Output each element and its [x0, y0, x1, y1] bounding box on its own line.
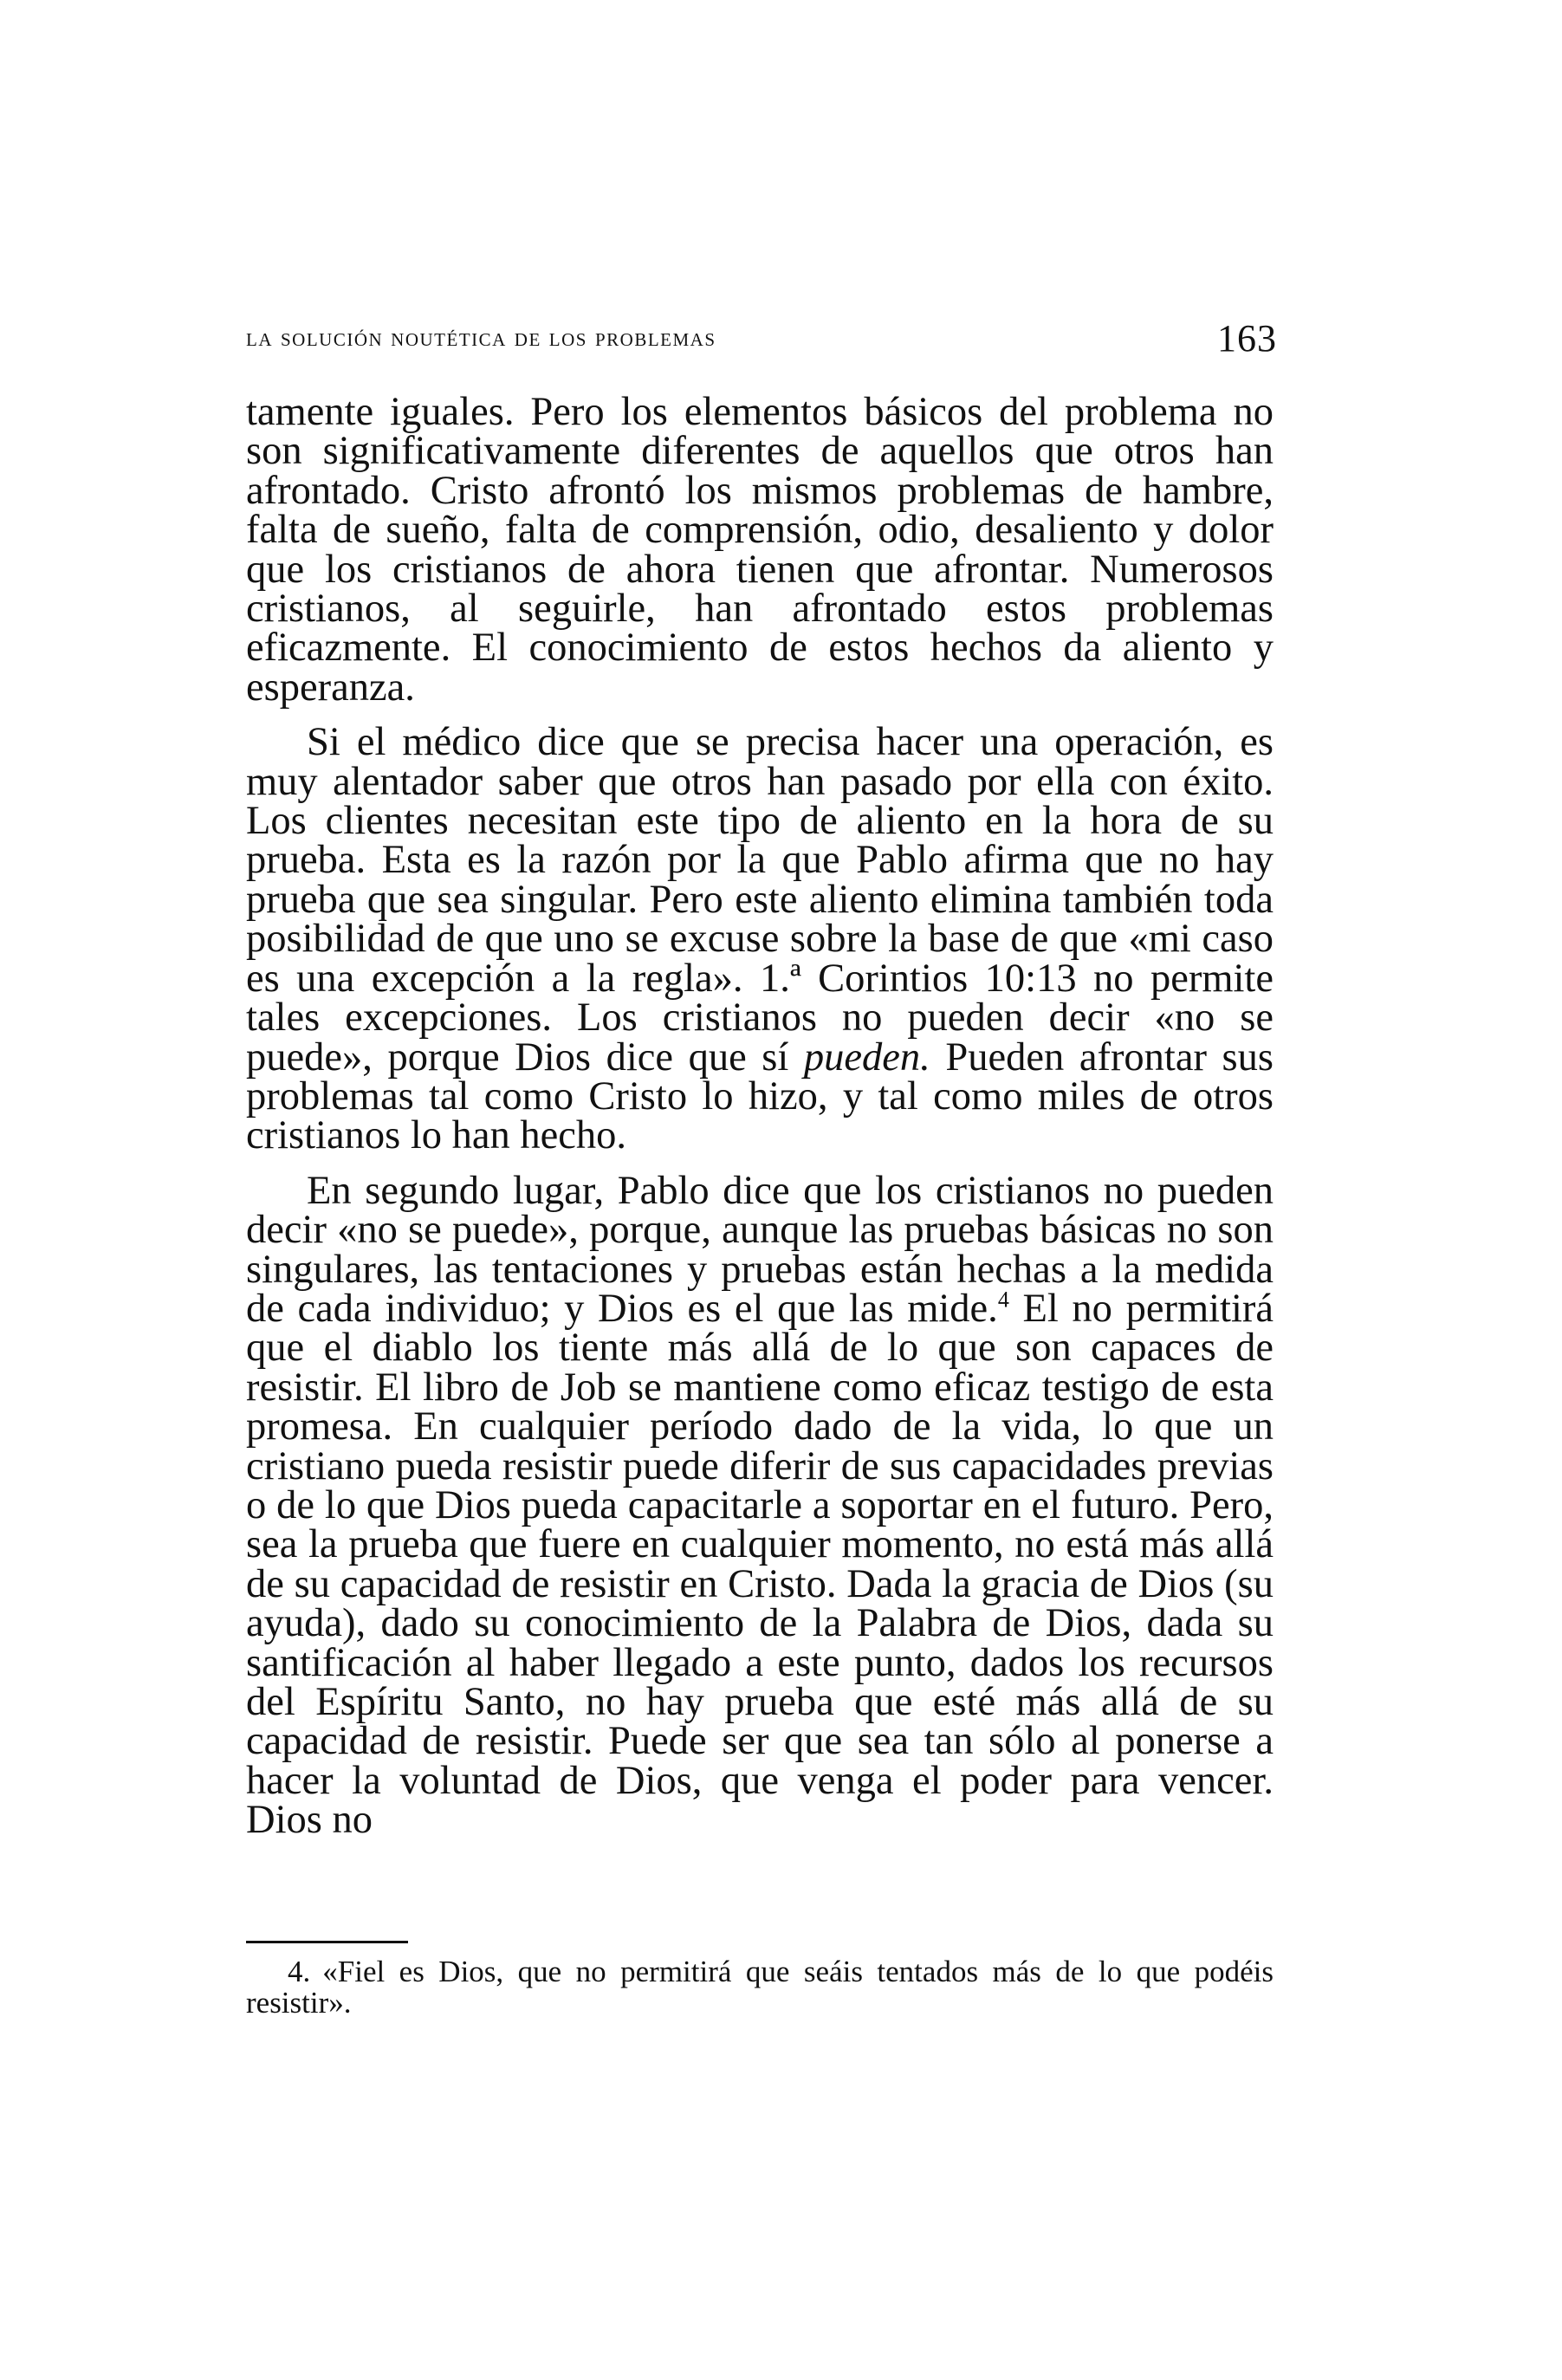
footnote-divider	[246, 1941, 408, 1943]
footnote-number: 4.	[288, 1955, 311, 1988]
paragraph-2	[246, 720, 1274, 1158]
running-head	[246, 316, 1277, 368]
paragraph-1-text: tamente iguales. Pero los elementos básicos del problema no son significativamente diferentes de aquellos que otros han afrontado. Cristo afrontó los mismos problemas de hambre, falta de sueño, falta de comprensión, odio, desaliento y dolor que los cristianos de ahora tienen que afrontar. Numerosos cristianos, al seguirle, han afrontado estos problemas eficazmente. El conocimiento de estos hechos da aliento y esperanza.	[246, 390, 1274, 710]
paragraph-3	[246, 1168, 1274, 1843]
page-number: 163	[1217, 317, 1277, 360]
footnote-reference[interactable]: 4	[997, 1287, 1009, 1313]
paragraph-2-end: Pueden afrontar sus problemas tal como Cristo lo hizo, y tal como miles de otros cristianos lo han hecho.	[246, 1034, 1274, 1158]
paragraph-3-start: En segundo lugar, Pablo dice que los cristianos no pueden decir «no se puede», porque, aunque las pruebas básicas no son singulares, las tentaciones y pruebas están hechas a la medida de cada individuo; y Dios es el que las mide.	[246, 1168, 1274, 1331]
running-title: la solución noutética de los problemas	[246, 323, 716, 352]
paragraph-1	[246, 390, 1274, 710]
footnote-text: «Fiel es Dios, que no permitirá que seáis tentados más de lo que podéis resistir».	[246, 1955, 1274, 2020]
emphasis-pueden: pueden.	[803, 1034, 930, 1080]
footnote	[246, 1956, 1274, 2019]
paragraph-2-text: Si el médico dice que se precisa hacer una operación, es muy alentador saber que otros han pasado por ella con éxito. Los clientes necesitan este tipo de aliento en la hora de su prueba. Esta es la razón por la que Pablo afirma que no hay prueba que sea singular. Pero este aliento elimina también toda posibilidad de que uno se excuse sobre la base de que «mi caso es una excepción a la regla». 1.ª Corintios 10:13 no permite tales excepciones. Los cristianos no pueden decir «no se puede», porque Dios dice que sí	[246, 720, 1274, 1080]
paragraph-3-end: El no permitirá que el diablo los tiente más allá de lo que son capaces de resistir. El libro de Job se mantiene como eficaz testigo de esta promesa. En cualquier período dado de la vida, lo que un cristiano pueda resistir puede diferir de sus capacidades previas o de lo que Dios pueda capacitarle a soportar en el futuro. Pero, sea la prueba que fuere en cualquier momento, no está más allá de su capacidad de resistir en Cristo. Dada la gracia de Dios (su ayuda), dado su conocimiento de la Palabra de Dios, dada su santificación al haber llegado a este punto, dados los recursos del Espíritu Santo, no hay prueba que esté más allá de su capacidad de resistir. Puede ser que sea tan sólo al ponerse a hacer la voluntad de Dios, que venga el poder para vencer. Dios no	[246, 1286, 1274, 1843]
body-text	[246, 390, 1274, 1843]
